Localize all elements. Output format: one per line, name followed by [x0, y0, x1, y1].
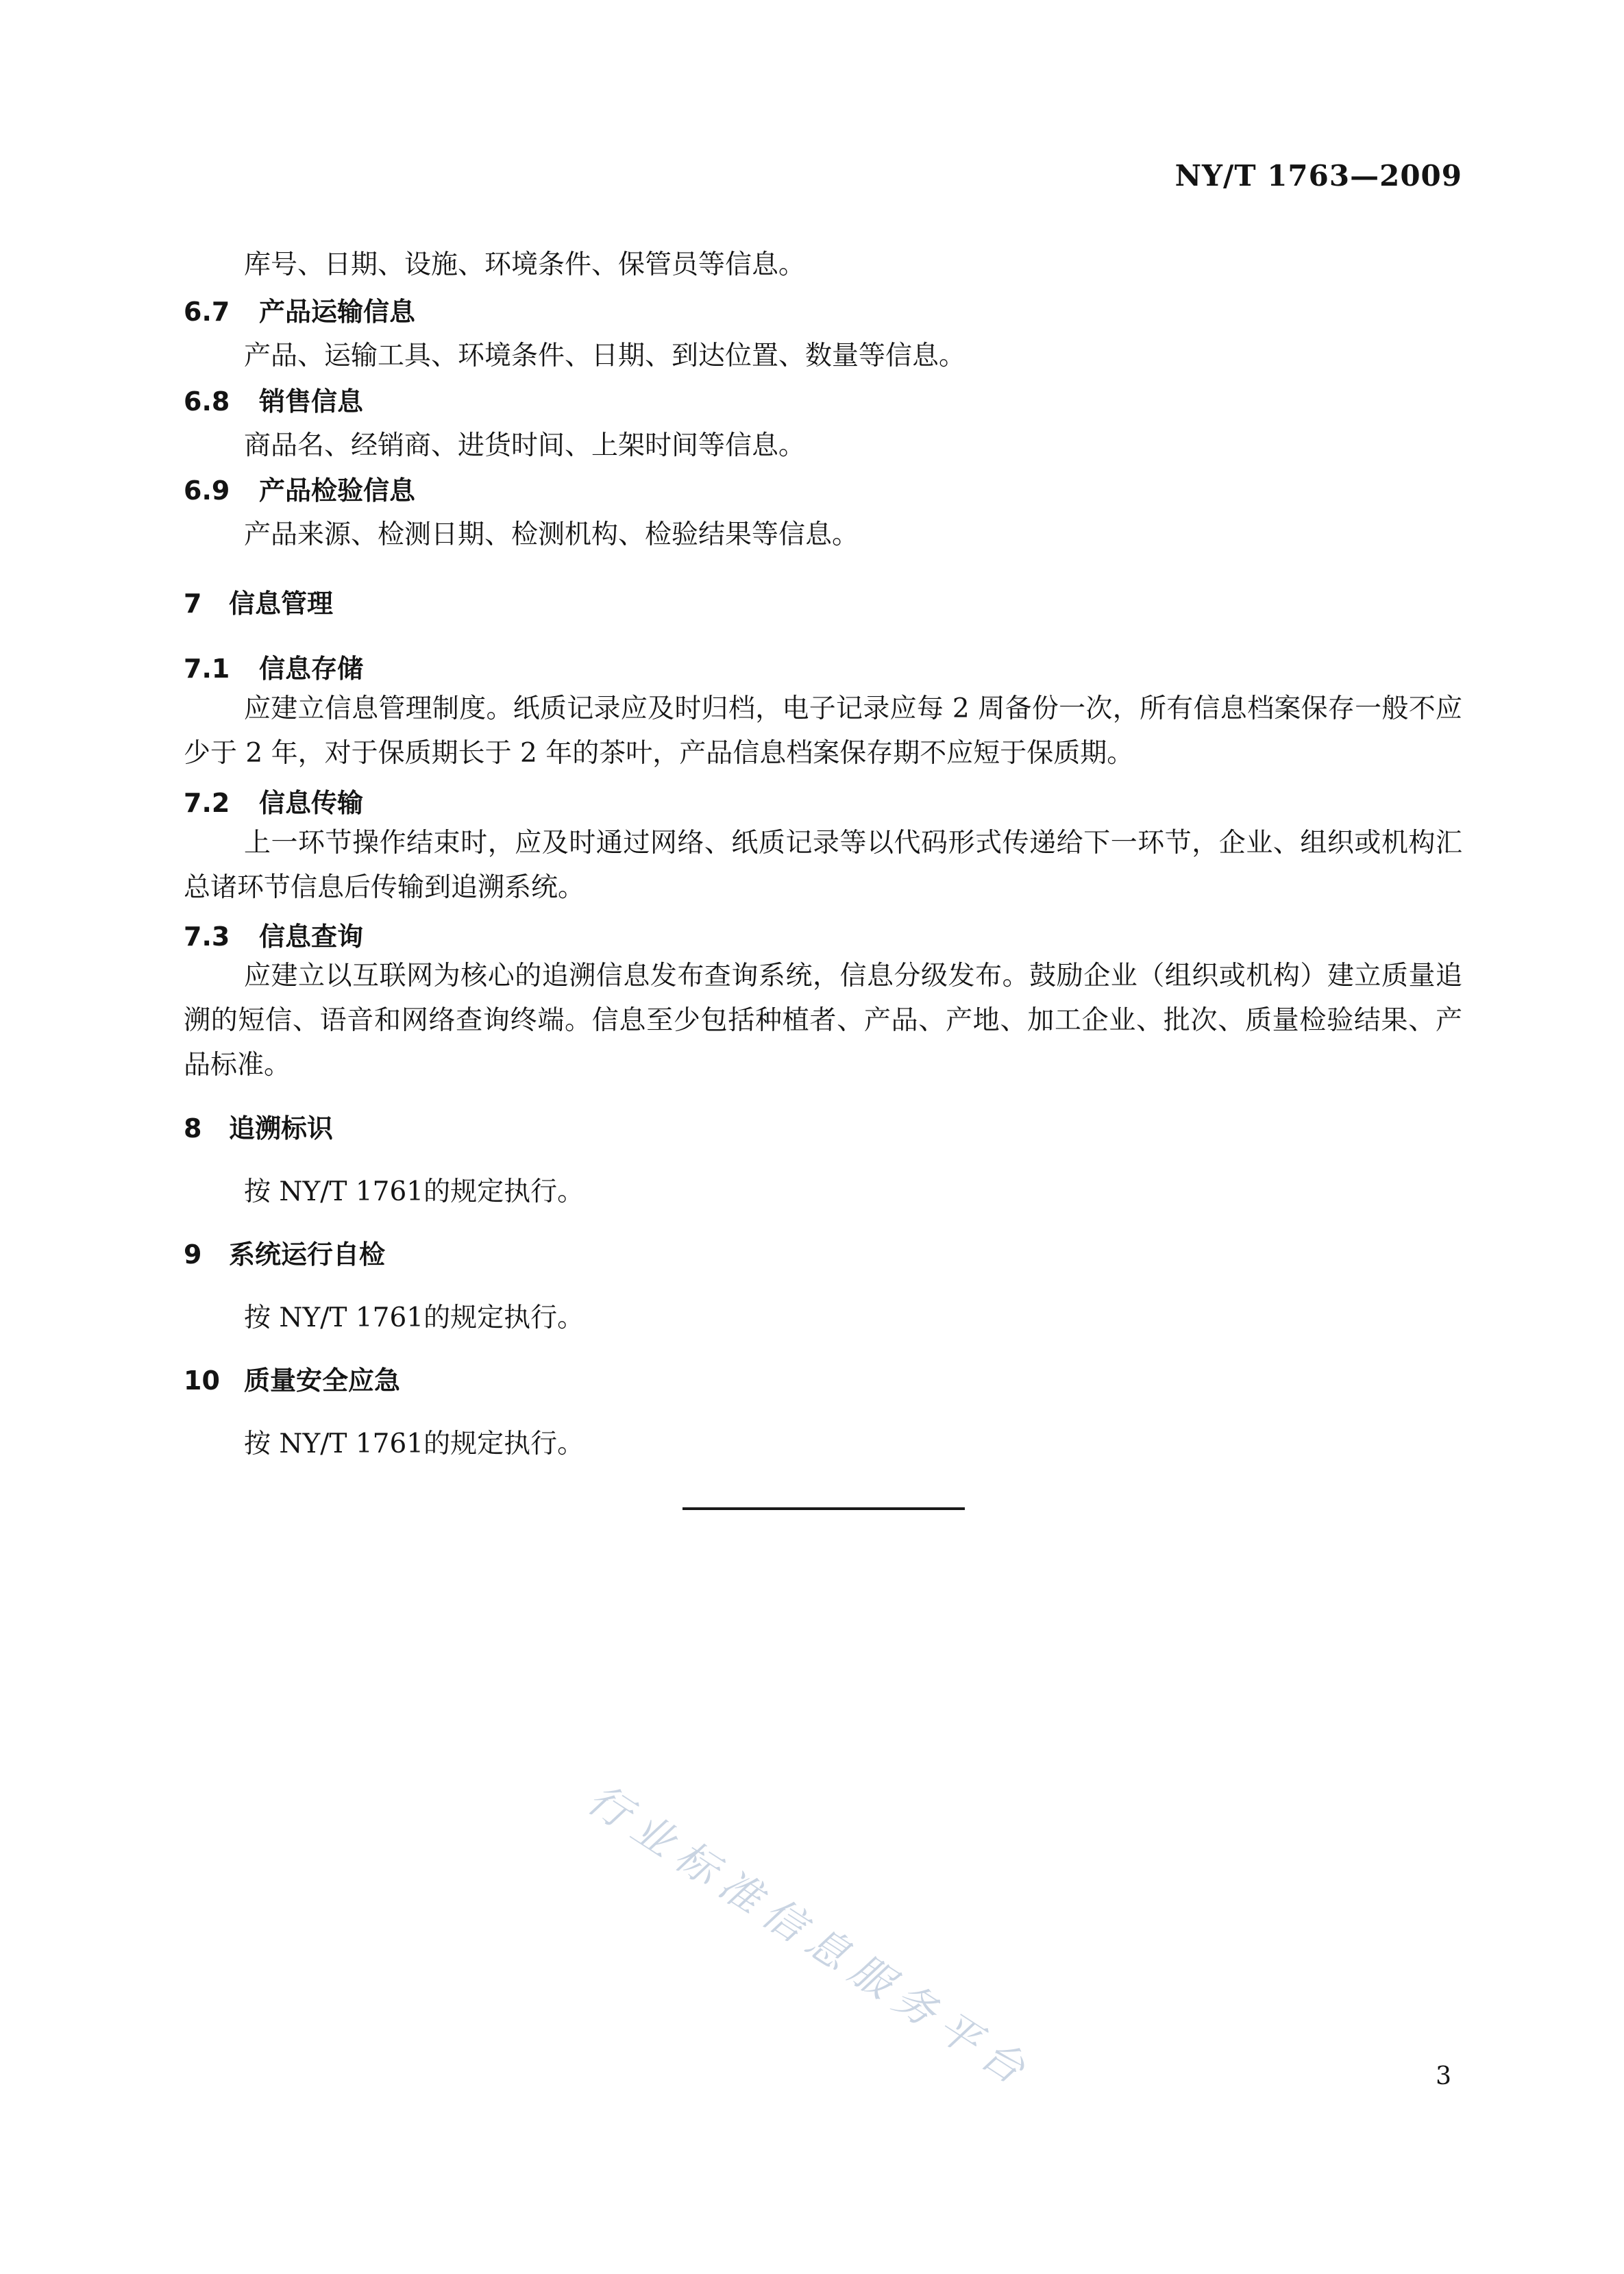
continued-text: 库号、日期、设施、环境条件、保管员等信息。 — [244, 249, 806, 280]
heading-7-1 — [184, 647, 363, 685]
end-rule — [682, 1507, 965, 1510]
page-number: 3 — [1436, 2062, 1451, 2090]
standard-code: NY/T 1763—2009 — [1174, 159, 1462, 193]
heading-number: 9 — [184, 1239, 202, 1270]
text-6-9: 产品来源、检测日期、检测机构、检验结果等信息。 — [244, 519, 859, 550]
heading-number: 6.8 — [184, 386, 230, 417]
heading-title: 系统运行自检 — [229, 1239, 386, 1270]
text-6-8: 商品名、经销商、进货时间、上架时间等信息。 — [244, 430, 806, 461]
heading-number: 7 — [184, 589, 202, 619]
heading-9 — [184, 1233, 385, 1271]
heading-6-9 — [184, 469, 415, 507]
heading-number: 10 — [184, 1365, 220, 1396]
heading-number: 6.9 — [184, 475, 230, 506]
heading-7 — [184, 582, 333, 620]
heading-title: 信息传输 — [259, 788, 364, 818]
heading-title: 产品运输信息 — [259, 297, 416, 327]
text-9: 按 NY/T 1761的规定执行。 — [244, 1302, 585, 1333]
heading-6-8 — [184, 380, 363, 418]
heading-number: 8 — [184, 1113, 202, 1144]
watermark: 行业标准信息服务平台 — [578, 1775, 1042, 2099]
heading-number: 7.3 — [184, 922, 230, 952]
text-10: 按 NY/T 1761的规定执行。 — [244, 1429, 585, 1459]
heading-number: 7.2 — [184, 788, 230, 818]
heading-number: 6.7 — [184, 297, 230, 327]
paragraph-7-1: 应建立信息管理制度。纸质记录应及时归档，电子记录应每 2 周备份一次，所有信息档案保存一般不应少于 2 年，对于保质期长于 2 年的茶叶，产品信息档案保存期不应短于保质期。 — [184, 693, 1462, 769]
heading-10 — [184, 1359, 400, 1397]
heading-title: 信息查询 — [259, 922, 364, 952]
text-6-7: 产品、运输工具、环境条件、日期、到达位置、数量等信息。 — [244, 341, 966, 371]
heading-number: 7.1 — [184, 654, 230, 684]
paragraph-7-3: 应建立以互联网为核心的追溯信息发布查询系统，信息分级发布。鼓励企业（组织或机构）建立质量追溯的短信、语音和网络查询终端。信息至少包括种植者、产品、产地、加工企业、批次、质量检验结果、产品标准。 — [184, 961, 1462, 1080]
heading-6-7 — [184, 291, 415, 328]
heading-title: 追溯标识 — [229, 1113, 334, 1144]
heading-title: 信息管理 — [229, 589, 334, 619]
heading-title: 信息存储 — [259, 654, 364, 684]
heading-title: 产品检验信息 — [259, 475, 416, 506]
heading-title: 质量安全应急 — [244, 1365, 401, 1396]
paragraph-7-2: 上一环节操作结束时，应及时通过网络、纸质记录等以代码形式传递给下一环节，企业、组织或机构汇总诸环节信息后传输到追溯系统。 — [184, 828, 1462, 903]
text-8: 按 NY/T 1761的规定执行。 — [244, 1176, 585, 1207]
heading-7-2 — [184, 782, 363, 819]
heading-title: 销售信息 — [259, 386, 364, 417]
heading-8 — [184, 1107, 333, 1145]
heading-7-3 — [184, 915, 363, 953]
